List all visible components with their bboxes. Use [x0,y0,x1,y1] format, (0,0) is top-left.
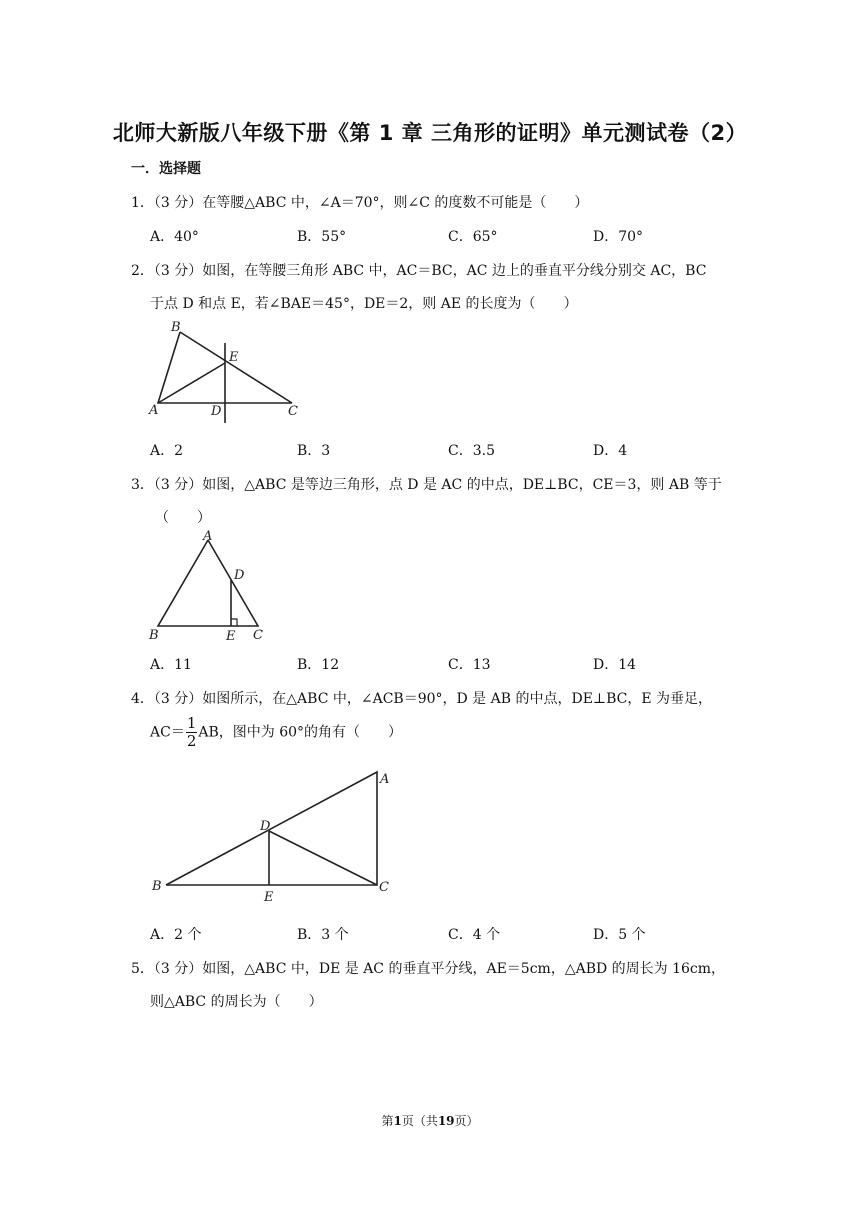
document-title: 北师大新版八年级下册《第 1 章 三角形的证明》单元测试卷（2） [112,121,748,145]
q4-fraction [186,716,198,749]
question-2-figure [140,315,320,430]
question-2-option-d: D．4 [593,443,628,459]
question-3-option-d: D．14 [593,657,637,673]
q2-label-a: A [149,403,159,418]
question-1-option-d: D．70° [593,229,644,245]
footer-middle: 页（共 [401,1114,438,1128]
q4-triangle [166,772,377,885]
question-1-stem: 1．（3 分）在等腰△ABC 中，∠A＝70°，则∠C 的度数不可能是（ ） [131,195,589,211]
question-3-figure [140,528,280,646]
question-3-stem-line1: 3．（3 分）如图，△ABC 是等边三角形，点 D 是 AC 的中点，DE⊥BC，CE＝3，则 AB 等于 [131,477,722,493]
q2-label-e: E [229,350,239,365]
question-3-option-b: B．12 [297,657,340,673]
q3-triangle [158,540,258,626]
q3-label-a: A [203,529,213,544]
footer-total-pages: 19 [437,1114,455,1128]
question-4-stem-line2 [150,716,402,749]
question-2-option-b: B．3 [297,443,331,459]
question-2-option-a: A．2 [150,443,184,459]
q3-label-b: B [149,628,159,643]
footer-page-number: 1 [393,1114,402,1128]
q3-right-angle-mark [231,619,237,626]
question-1-option-c: C．65° [448,229,498,245]
q4-label-a: A [380,772,390,787]
q2-label-c: C [288,404,298,419]
q4-fraction-denominator: 2 [186,732,197,750]
question-3-option-a: A．11 [150,657,192,673]
q3-label-d: D [234,568,245,583]
q3-label-e: E [226,629,236,644]
footer-suffix: 页） [454,1114,479,1128]
question-5-stem-line2: 则△ABC 的周长为（ ） [150,994,323,1010]
q4-segment-dc [269,831,377,885]
question-4-option-b: B．3 个 [297,927,349,943]
question-4-option-a: A．2 个 [150,927,202,943]
q4-line2-suffix: AB，图中为 60°的角有（ ） [198,724,403,741]
q2-label-d: D [211,404,222,419]
q2-label-b: B [171,320,181,335]
question-2-option-c: C．3.5 [448,443,495,459]
question-2-stem-line2: 于点 D 和点 E，若∠BAE＝45°，DE＝2，则 AE 的长度为（ ） [150,296,578,312]
q4-label-e: E [264,890,274,905]
footer-prefix: 第 [381,1114,394,1128]
q4-line2-prefix: AC＝ [150,724,185,741]
q4-fraction-numerator: 1 [186,714,197,732]
question-2-stem-line1: 2．（3 分）如图，在等腰三角形 ABC 中，AC＝BC，AC 边上的垂直平分线分别交 AC，BC [131,263,707,279]
page-footer [0,1112,860,1129]
question-1-option-b: B．55° [297,229,347,245]
question-3-stem-line2: （ ） [155,510,211,526]
question-4-stem-line1: 4．（3 分）如图所示，在△ABC 中，∠ACB＝90°，D 是 AB 的中点，DE⊥BC，E 为垂足， [131,691,713,707]
question-4-option-c: C．4 个 [448,927,501,943]
q4-label-b: B [152,879,162,894]
question-5-stem-line1: 5．（3 分）如图，△ABC 中，DE 是 AC 的垂直平分线，AE＝5cm，△ABD 的周长为 16cm， [131,961,726,977]
q4-label-d: D [260,819,271,834]
q4-label-c: C [379,880,389,895]
q2-side-bc [180,332,292,403]
question-4-figure [140,762,400,912]
section-heading: 一．选择题 [131,161,201,177]
q3-label-c: C [253,628,263,643]
question-4-option-d: D．5 个 [593,927,646,943]
question-3-option-c: C．13 [448,657,491,673]
question-1-option-a: A．40° [150,229,199,245]
